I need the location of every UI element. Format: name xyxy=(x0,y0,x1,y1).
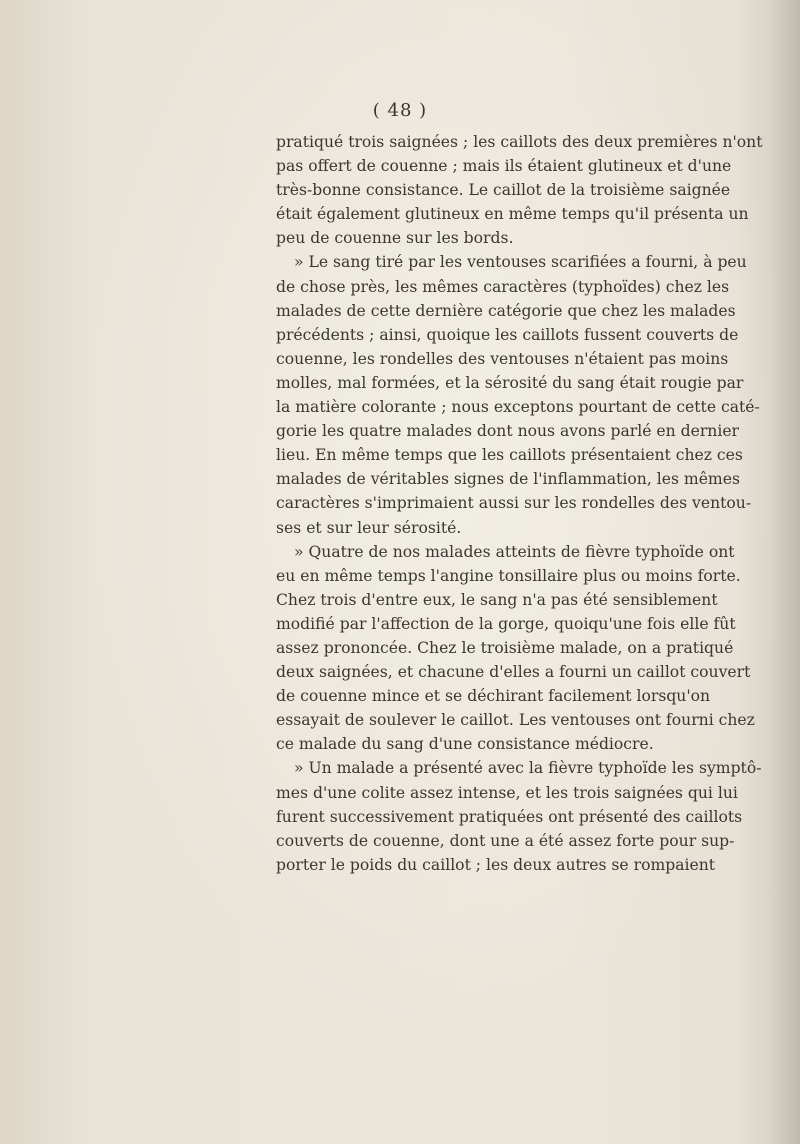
text-line: couverts de couenne, dont une a été assez forte pour sup- xyxy=(276,831,735,850)
text-line: la matière colorante ; nous exceptons pourtant de cette caté- xyxy=(276,398,760,417)
text-line: gorie les quatre malades dont nous avons parlé en dernier xyxy=(276,422,740,441)
text-line: ce malade du sang d'une consistance médiocre. xyxy=(276,735,654,754)
text-line: » Un malade a présenté avec la fièvre typhoïde les symptô- xyxy=(294,759,762,778)
text-line: de chose près, les mêmes caractères (typhoïdes) chez les xyxy=(276,277,730,296)
text-line: peu de couenne sur les bords. xyxy=(276,229,514,248)
text-line: malades de cette dernière catégorie que chez les malades xyxy=(276,301,736,320)
text-line: précédents ; ainsi, quoique les caillots fussent couverts de xyxy=(276,325,739,344)
text-line: caractères s'imprimaient aussi sur les rondelles des ventou- xyxy=(276,494,752,513)
text-line: malades de véritables signes de l'inflammation, les mêmes xyxy=(276,470,740,489)
page-number: ( 48 ) xyxy=(372,100,428,121)
text-line: assez prononcée. Chez le troisième malade, on a pratiqué xyxy=(276,638,734,657)
text-line: » Le sang tiré par les ventouses scarifiées a fourni, à peu xyxy=(294,253,747,272)
page-edge-shadow xyxy=(770,0,800,1144)
text-line: essayait de soulever le caillot. Les ventouses ont fourni chez xyxy=(276,711,755,730)
text-line: porter le poids du caillot ; les deux autres se rompaient xyxy=(276,855,716,874)
text-line: pratiqué trois saignées ; les caillots des deux premières n'ont xyxy=(276,133,763,151)
text-line: lieu. En même temps que les caillots présentaient chez ces xyxy=(276,446,743,465)
text-line: furent successivement pratiquées ont présenté des caillots xyxy=(276,807,743,826)
text-line: très-bonne consistance. Le caillot de la troisième saignée xyxy=(276,181,731,200)
text-line: était également glutineux en même temps qu'il présenta un xyxy=(276,205,749,224)
text-line: mes d'une colite assez intense, et les trois saignées qui lui xyxy=(276,783,738,802)
text-line: modifié par l'affection de la gorge, quoiqu'une fois elle fût xyxy=(276,614,736,633)
text-line: couenne, les rondelles des ventouses n'étaient pas moins xyxy=(276,349,729,368)
text-line: » Quatre de nos malades atteints de fièvre typhoïde ont xyxy=(294,542,735,561)
text-line: pas offert de couenne ; mais ils étaient glutineux et d'une xyxy=(276,157,732,176)
text-line: ses et sur leur sérosité. xyxy=(276,518,462,537)
text-line: de couenne mince et se déchirant facilement lorsqu'on xyxy=(276,687,711,706)
text-line: Chez trois d'entre eux, le sang n'a pas été sensiblement xyxy=(276,590,718,609)
text-line: eu en même temps l'angine tonsillaire plus ou moins forte. xyxy=(276,566,741,585)
text-line: molles, mal formées, et la sérosité du sang était rougie par xyxy=(276,373,744,392)
text-line: deux saignées, et chacune d'elles a fourni un caillot couvert xyxy=(276,663,751,682)
body-text xyxy=(276,130,763,877)
